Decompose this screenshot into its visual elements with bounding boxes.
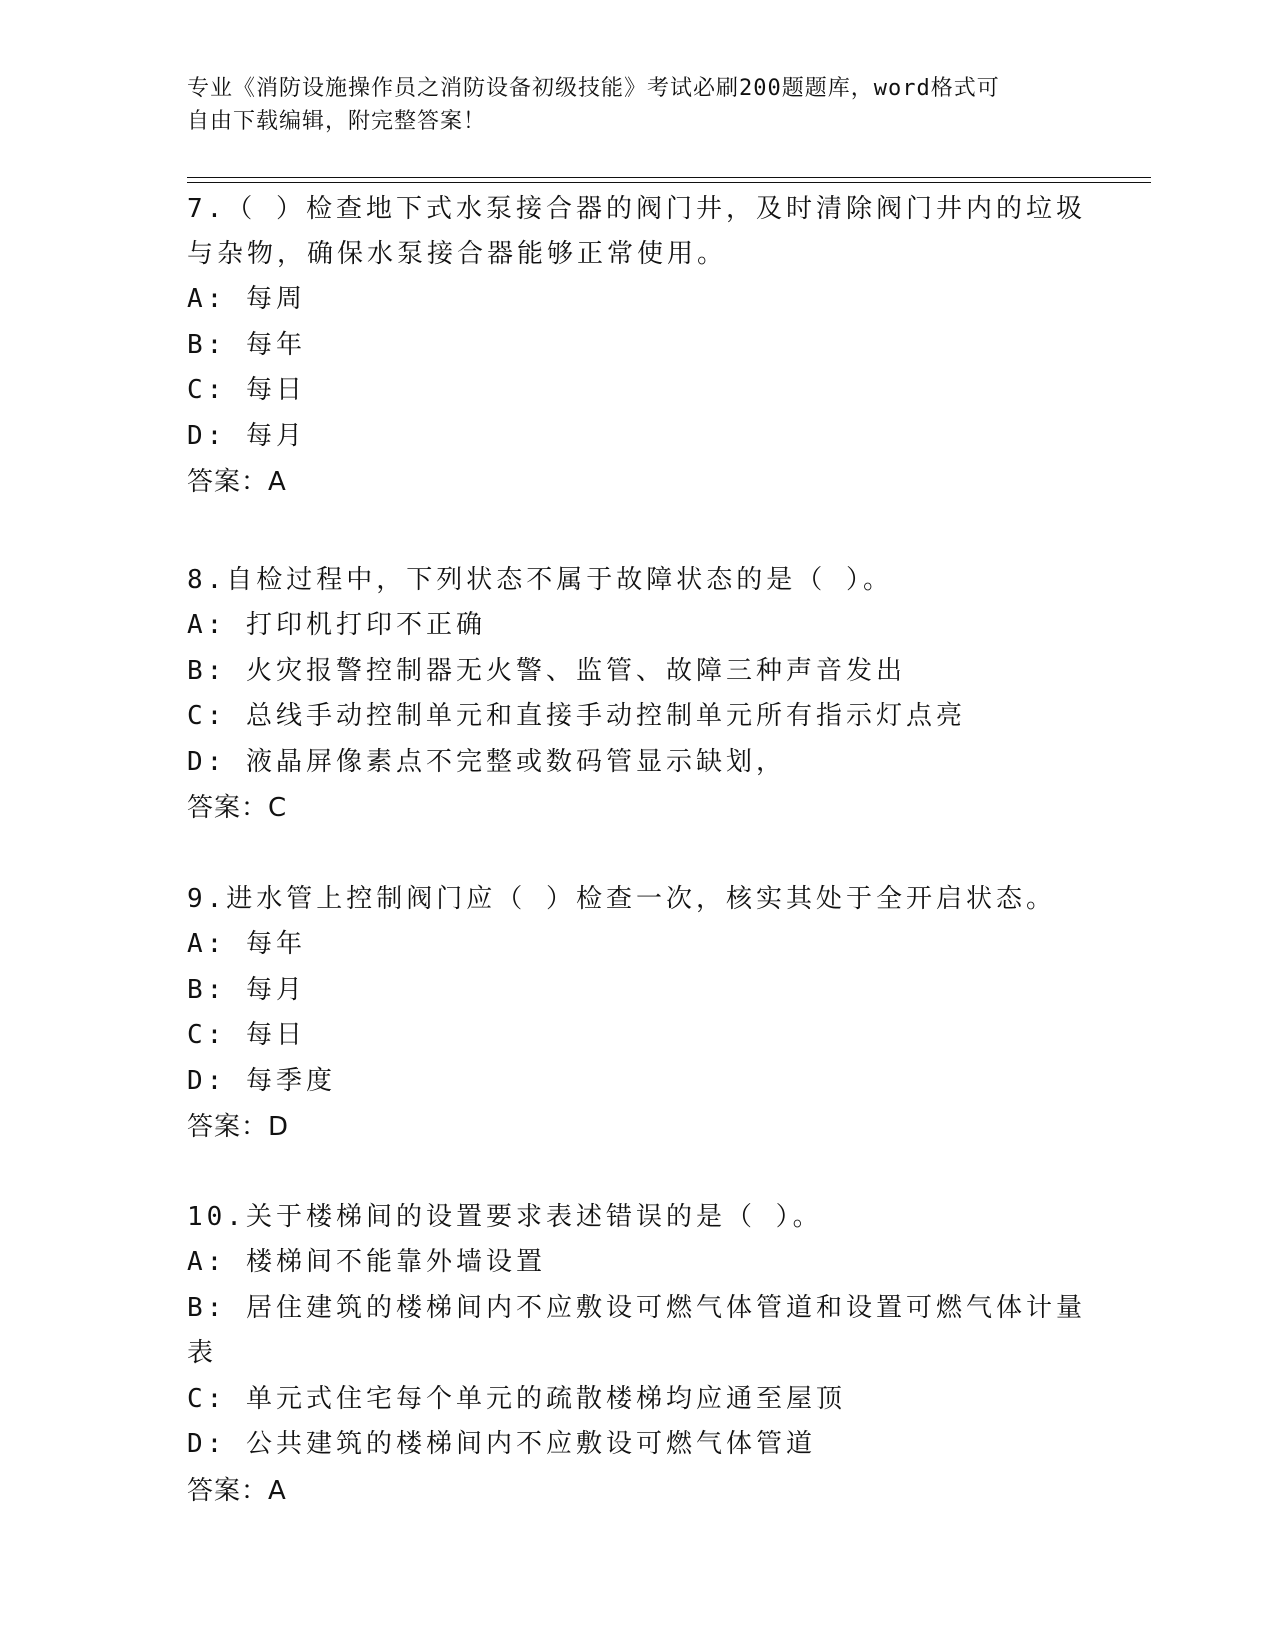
question-10 (187, 1195, 1087, 1514)
question-stem-line: 9.进水管上控制阀门应（ ）检查一次，核实其处于全开启状态。 (187, 884, 1056, 914)
question-8 (187, 558, 1087, 831)
question-stem-line: 7.（ ）检查地下式水泵接合器的阀门井，及时清除阀门井内的垃圾 (187, 194, 1086, 224)
option-a: A: 楼梯间不能靠外墙设置 (187, 1247, 546, 1277)
answer: 答案：C (187, 793, 288, 823)
question-7 (187, 187, 1087, 505)
option-d: D: 公共建筑的楼梯间内不应敷设可燃气体管道 (187, 1429, 816, 1459)
header-rule-bottom (187, 182, 1151, 183)
header-line-2: 自由下载编辑，附完整答案！ (187, 109, 487, 134)
option-a: A: 每年 (187, 929, 306, 959)
header-line-1: 专业《消防设施操作员之消防设备初级技能》考试必刷200题题库，word格式可 (187, 76, 1000, 101)
question-9 (187, 877, 1087, 1150)
option-c: C: 单元式住宅每个单元的疏散楼梯均应通至屋顶 (187, 1383, 846, 1414)
answer: 答案：A (187, 467, 287, 497)
option-d: D: 每月 (187, 420, 306, 451)
answer: 答案：A (187, 1475, 287, 1506)
option-a: A: 打印机打印不正确 (187, 610, 486, 640)
answer: 答案：D (187, 1112, 290, 1142)
header-rule-top (187, 177, 1151, 178)
option-c: C: 总线手动控制单元和直接手动控制单元所有指示灯点亮 (187, 701, 966, 731)
option-b: B: 每年 (187, 329, 306, 360)
option-d: D: 每季度 (187, 1065, 336, 1096)
option-c: C: 每日 (187, 1020, 306, 1050)
option-a: A: 每周 (187, 284, 306, 314)
option-b: B: 每月 (187, 974, 306, 1005)
question-stem-line: 与杂物，确保水泵接合器能够正常使用。 (187, 239, 728, 269)
option-d: D: 液晶屏像素点不完整或数码管显示缺划， (187, 746, 786, 777)
option-b: B: 居住建筑的楼梯间内不应敷设可燃气体管道和设置可燃气体计量表 (187, 1292, 1086, 1368)
option-c: C: 每日 (187, 375, 306, 405)
question-stem-line: 10.关于楼梯间的设置要求表述错误的是（ ）。 (187, 1202, 823, 1232)
option-b: B: 火灾报警控制器无火警、监管、故障三种声音发出 (187, 655, 906, 686)
question-stem-line: 8.自检过程中，下列状态不属于故障状态的是（ ）。 (187, 565, 893, 595)
document-header (187, 72, 1087, 138)
